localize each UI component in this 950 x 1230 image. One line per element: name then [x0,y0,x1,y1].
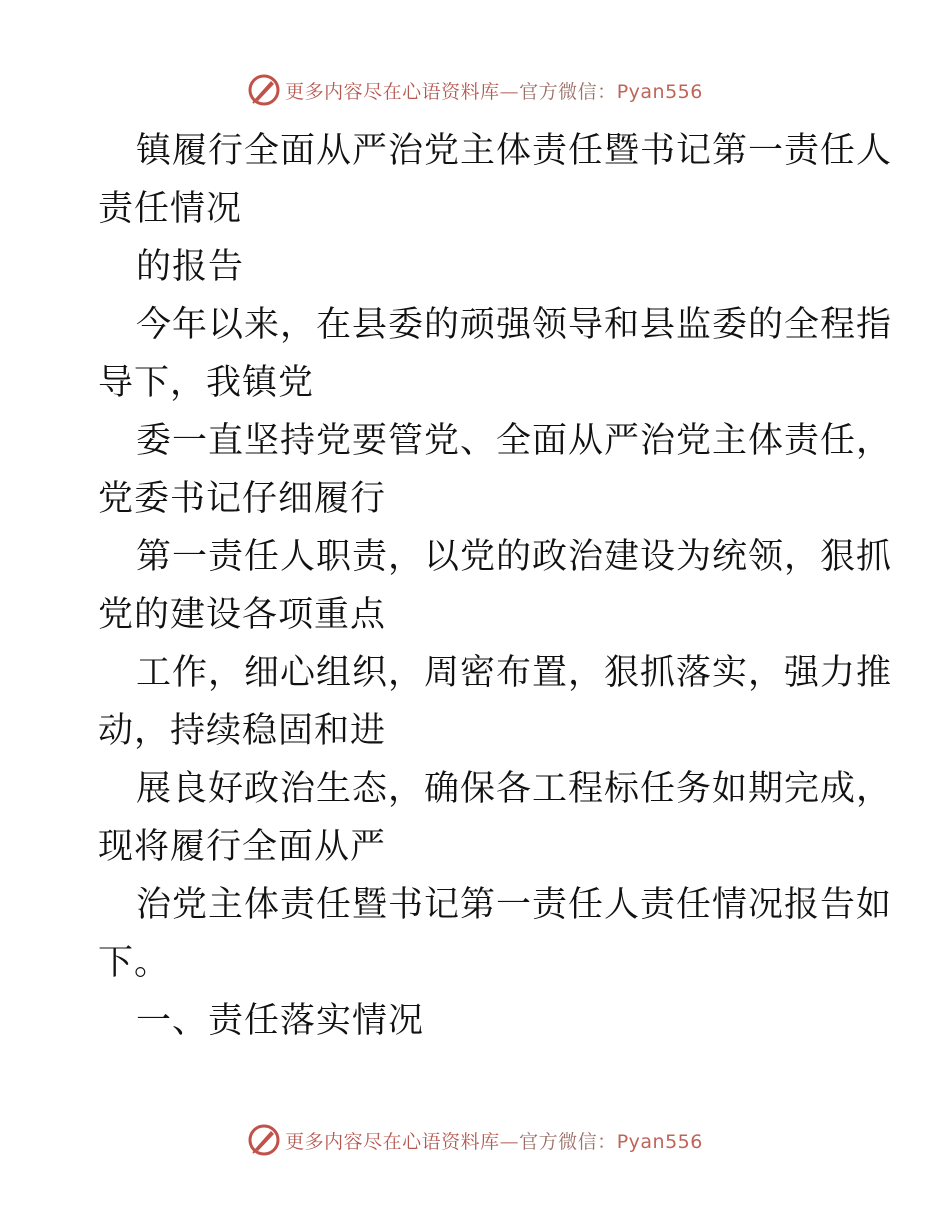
paragraph-line: 责任情况 [98,189,243,229]
paragraph [98,876,893,992]
paragraph [98,528,893,644]
header-watermark [0,70,950,110]
watermark-wechat-id: Pyan556 [616,80,703,103]
watermark-wechat-id: Pyan556 [616,1130,703,1153]
paragraph-line: 治党主体责任暨书记第一责任人责任情况报告如 [136,885,893,925]
paragraph [98,412,893,528]
paragraph-line: 党的建设各项重点 [98,595,387,635]
watermark-brand: 更多内容尽在心语资料库 [285,80,500,103]
paragraph-line: 工作，细心组织，周密布置，狠抓落实，强力推 [136,653,893,693]
quill-pen-logo-icon [247,73,281,107]
watermark-wechat-label: 官方微信： [519,80,617,103]
paragraph-line: 导下，我镇党 [98,363,315,403]
watermark-wechat-label: 官方微信： [519,1130,617,1153]
paragraph [98,760,893,876]
paragraph-line: 下。 [98,943,171,983]
paragraph [98,296,893,412]
watermark-dash: — [499,1130,520,1153]
watermark-text [285,1127,703,1154]
paragraph-line: 镇履行全面从严治党主体责任暨书记第一责任人 [136,131,893,171]
watermark-brand: 更多内容尽在心语资料库 [285,1130,500,1153]
section-heading [98,992,858,1050]
footer-watermark [0,1120,950,1160]
paragraph-line: 展良好政治生态，确保各工程标任务如期完成， [136,769,893,809]
paragraph [98,238,858,296]
paragraph-line: 现将履行全面从严 [98,827,387,867]
quill-pen-logo-icon [247,1123,281,1157]
paragraph [98,122,893,238]
paragraph-line: 动，持续稳固和进 [98,711,387,751]
watermark-dash: — [499,80,520,103]
section-heading-text: 一、责任落实情况 [136,1001,425,1041]
document-body [98,122,893,1050]
paragraph-line: 的报告 [136,247,245,287]
paragraph-line: 党委书记仔细履行 [98,479,387,519]
paragraph-line: 今年以来，在县委的顽强领导和县监委的全程指 [136,305,893,345]
paragraph [98,644,893,760]
watermark-text [285,77,703,104]
paragraph-line: 委一直坚持党要管党、全面从严治党主体责任， [136,421,893,461]
paragraph-line: 第一责任人职责，以党的政治建设为统领，狠抓 [136,537,893,577]
